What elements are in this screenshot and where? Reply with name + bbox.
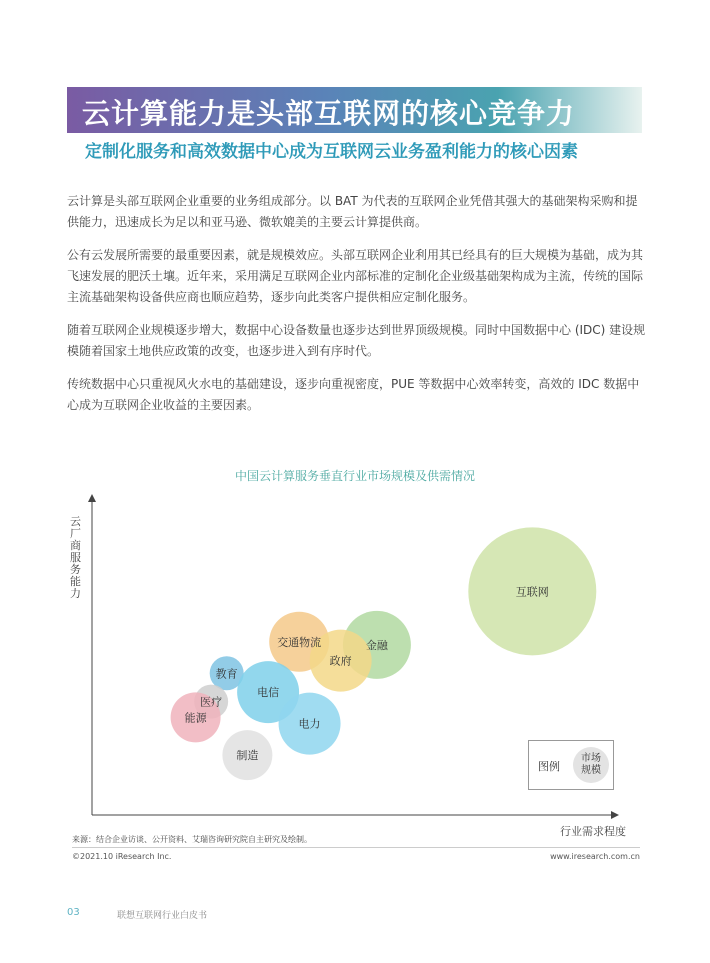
document-name: 联想互联网行业白皮书 xyxy=(117,911,208,921)
page-number: 03 xyxy=(67,907,80,918)
footer-divider xyxy=(72,847,640,848)
bubble-label-5: 电信 xyxy=(257,686,280,700)
page-subtitle: 定制化服务和高效数据中心成为互联网云业务盈利能力的核心因素 xyxy=(85,142,578,162)
paragraph-3: 随着互联网企业规模逐步增大，数据中心设备数量也逐步达到世界顶级规模。同时中国数据中心 (IDC) 建设规模随着国家土地供应政策的改变，也逐步进入到有序时代。 xyxy=(67,323,646,358)
paragraph-4: 传统数据中心只重视风火水电的基础建设，逐步向重视密度，PUE 等数据中心效率转变，高效的 IDC 数据中心成为互联网企业收益的主要因素。 xyxy=(67,377,640,412)
source-note: 来源：结合企业访谈、公开资料、艾瑞咨询研究院自主研究及绘制。 xyxy=(72,835,312,844)
legend-bubble xyxy=(573,747,609,783)
bubble-label-1: 金融 xyxy=(365,638,388,652)
paragraph-1: 云计算是头部互联网企业重要的业务组成部分。以 BAT 为代表的互联网企业凭借其强大的基础架构采购和提供能力，迅速成长为足以和亚马逊、微软媲美的主要云计算提供商。 xyxy=(67,194,638,229)
bubble-label-8: 能源 xyxy=(184,711,207,725)
bubble-label-0: 互联网 xyxy=(515,585,549,599)
bubble-label-7: 电力 xyxy=(298,717,321,731)
bubble-label-9: 制造 xyxy=(236,749,259,763)
bubble-label-6: 医疗 xyxy=(200,695,223,709)
website: www.iresearch.com.cn xyxy=(550,852,640,861)
page-title: 云计算能力是头部互联网的核心竞争力 xyxy=(82,97,576,130)
legend-bubble-line-1: 市场 xyxy=(581,753,601,764)
paragraph-2: 公有云发展所需要的最重要因素，就是规模效应。头部互联网企业利用其已经具有的巨大规模为基础，成为其飞速发展的肥沃土壤。近年来，采用满足互联网企业内部标准的定制化企业级基础架构成为主流，传统的国际主流基础架构设备供应商也顺应趋势，逐步向此类客户提供相应定制化服务。 xyxy=(67,248,644,304)
y-axis-label: 云厂商服务能力 xyxy=(70,515,81,600)
bubble-label-2: 交通物流 xyxy=(277,635,322,649)
bubble-label-4: 教育 xyxy=(215,667,238,681)
legend-bubble-line-2: 规模 xyxy=(581,765,601,776)
bubble-label-3: 政府 xyxy=(329,654,352,668)
chart-title: 中国云计算服务垂直行业市场规模及供需情况 xyxy=(234,469,475,483)
chart-legend xyxy=(528,740,614,790)
legend-label: 图例 xyxy=(538,760,560,773)
copyright: ©2021.10 iResearch Inc. xyxy=(72,852,172,861)
x-axis-label: 行业需求程度 xyxy=(560,825,626,838)
